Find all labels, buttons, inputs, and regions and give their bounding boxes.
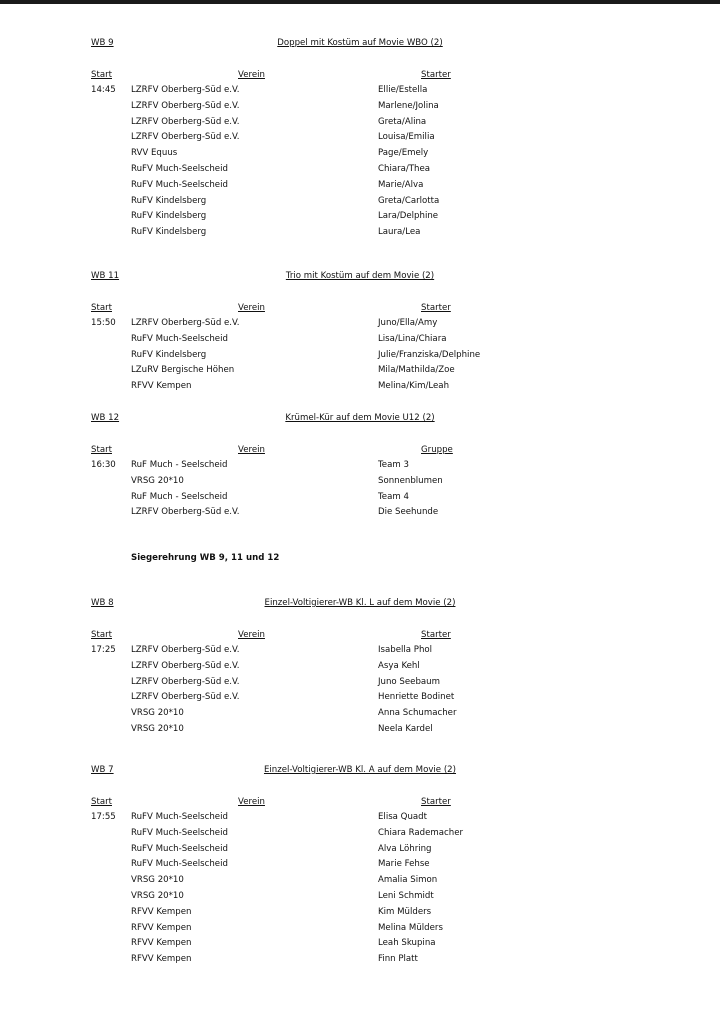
header-verein: Verein	[238, 303, 265, 313]
competition-title: Krümel-Kür auf dem Movie U12 (2)	[285, 413, 435, 423]
column-headers	[0, 796, 720, 809]
section-title-row	[0, 270, 720, 283]
table-row	[0, 209, 720, 224]
club-name: RuFV Kindelsberg	[131, 349, 207, 360]
table-row	[0, 115, 720, 130]
table-row	[0, 659, 720, 674]
table-row	[0, 178, 720, 193]
starter-names: Page/Emely	[378, 148, 429, 159]
table-row	[0, 146, 720, 161]
section-title-row	[0, 37, 720, 50]
header-starter: Starter	[421, 70, 451, 80]
section-title-row	[0, 764, 720, 777]
starter-names: Die Seehunde	[378, 507, 439, 518]
table-row	[0, 952, 720, 967]
competition-number: WB 9	[91, 38, 114, 48]
table-row	[0, 873, 720, 888]
table-row	[0, 83, 720, 98]
club-name: LZRFV Oberberg-Süd e.V.	[131, 100, 240, 111]
table-row	[0, 458, 720, 473]
starter-names: Marie Fehse	[378, 859, 430, 870]
header-starter: Starter	[421, 303, 451, 313]
club-name: LZRFV Oberberg-Süd e.V.	[131, 660, 240, 671]
starter-names: Leah Skupina	[378, 938, 436, 949]
table-row	[0, 936, 720, 951]
starter-names: Elisa Quadt	[378, 812, 427, 822]
club-name: VRSG 20*10	[131, 891, 184, 901]
starter-names: Team 3	[378, 460, 409, 470]
table-row	[0, 162, 720, 177]
table-row	[0, 490, 720, 505]
competition-title: Einzel-Voltigierer-WB Kl. A auf dem Movie (2)	[263, 765, 457, 775]
starter-names: Mila/Mathilda/Zoe	[378, 365, 455, 376]
club-name: RFVV Kempen	[131, 938, 192, 949]
club-name: LZRFV Oberberg-Süd e.V.	[131, 132, 240, 143]
table-row	[0, 505, 720, 520]
table-row	[0, 348, 720, 363]
award-ceremony-note: Siegerehrung WB 9, 11 und 12	[131, 553, 280, 563]
club-name: RuFV Much-Seelscheid	[131, 827, 228, 838]
start-time: 17:55	[91, 812, 116, 822]
competition-number: WB 12	[91, 413, 120, 423]
starter-names: Leni Schmidt	[378, 891, 434, 901]
header-start: Start	[91, 630, 112, 640]
header-verein: Verein	[238, 630, 265, 640]
club-name: LZRFV Oberberg-Süd e.V.	[131, 318, 240, 328]
table-row	[0, 332, 720, 347]
club-name: RuFV Kindelsberg	[131, 195, 207, 206]
competition-number: WB 7	[91, 765, 114, 775]
table-row	[0, 889, 720, 904]
starter-names: Team 4	[378, 491, 409, 502]
table-row	[0, 921, 720, 936]
table-row	[0, 379, 720, 394]
table-row	[0, 363, 720, 378]
club-name: VRSG 20*10	[131, 475, 184, 486]
club-name: LZRFV Oberberg-Süd e.V.	[131, 676, 240, 687]
table-row	[0, 842, 720, 857]
club-name: RFVV Kempen	[131, 922, 192, 933]
club-name: RFVV Kempen	[131, 381, 192, 392]
starter-names: Anna Schumacher	[378, 708, 457, 719]
starter-names: Lara/Delphine	[378, 211, 439, 222]
start-time: 14:45	[91, 85, 116, 95]
start-time: 15:50	[91, 318, 116, 328]
starter-names: Julie/Franziska/Delphine	[378, 349, 481, 360]
table-row	[0, 474, 720, 489]
starter-names: Marlene/Jolina	[378, 100, 439, 111]
header-verein: Verein	[238, 445, 265, 455]
club-name: RFVV Kempen	[131, 906, 192, 917]
club-name: VRSG 20*10	[131, 708, 184, 719]
table-row	[0, 690, 720, 705]
starter-names: Sonnenblumen	[378, 475, 443, 486]
club-name: RuFV Much-Seelscheid	[131, 843, 228, 854]
starter-names: Juno/Ella/Amy	[378, 318, 438, 328]
section-title-row	[0, 597, 720, 610]
header-verein: Verein	[238, 797, 265, 807]
club-name: LZRFV Oberberg-Süd e.V.	[131, 645, 240, 655]
starter-names: Marie/Alva	[378, 179, 424, 190]
table-row	[0, 130, 720, 145]
column-headers	[0, 302, 720, 315]
competition-number: WB 8	[91, 598, 114, 608]
table-row	[0, 905, 720, 920]
club-name: LZRFV Oberberg-Süd e.V.	[131, 116, 240, 127]
competition-title: Doppel mit Kostüm auf Movie WBO (2)	[277, 38, 443, 48]
starter-names: Greta/Carlotta	[378, 195, 440, 206]
club-name: RuFV Much-Seelscheid	[131, 333, 228, 344]
competition-title: Einzel-Voltigierer-WB Kl. L auf dem Movie (2)	[264, 598, 456, 608]
start-time: 17:25	[91, 645, 116, 655]
starter-names: Greta/Alina	[378, 116, 427, 127]
starter-names: Neela Kardel	[378, 724, 433, 734]
table-row	[0, 706, 720, 721]
starter-names: Henriette Bodinet	[378, 692, 455, 703]
table-row	[0, 225, 720, 240]
header-start: Start	[91, 303, 112, 313]
column-headers	[0, 444, 720, 457]
starter-names: Chiara/Thea	[378, 164, 431, 174]
starter-names: Laura/Lea	[378, 227, 421, 238]
starter-names: Chiara Rademacher	[378, 827, 464, 838]
starter-names: Isabella Phol	[378, 645, 433, 655]
club-name: LZRFV Oberberg-Süd e.V.	[131, 85, 240, 95]
table-row	[0, 810, 720, 825]
starter-names: Ellie/Estella	[378, 85, 428, 95]
club-name: RuFV Much-Seelscheid	[131, 164, 228, 174]
club-name: RuFV Much-Seelscheid	[131, 859, 228, 870]
club-name: RuF Much - Seelscheid	[131, 491, 228, 502]
club-name: RuF Much - Seelscheid	[131, 460, 228, 470]
starter-names: Lisa/Lina/Chiara	[378, 333, 447, 344]
start-time: 16:30	[91, 460, 116, 470]
header-start: Start	[91, 797, 112, 807]
table-row	[0, 99, 720, 114]
starter-names: Asya Kehl	[378, 660, 420, 671]
header-starter: Starter	[421, 630, 451, 640]
section-title-row	[0, 412, 720, 425]
club-name: RVV Equus	[131, 148, 178, 159]
competition-title: Trio mit Kostüm auf dem Movie (2)	[285, 271, 435, 281]
starter-names: Melina/Kim/Leah	[378, 381, 450, 392]
starter-names: Melina Mülders	[378, 922, 443, 933]
starter-names: Finn Platt	[378, 954, 418, 965]
table-row	[0, 857, 720, 872]
starter-names: Amalia Simon	[378, 875, 438, 886]
header-starter: Gruppe	[421, 445, 453, 455]
column-headers	[0, 629, 720, 642]
club-name: RuFV Kindelsberg	[131, 227, 207, 238]
club-name: RFVV Kempen	[131, 954, 192, 965]
header-start: Start	[91, 70, 112, 80]
table-row	[0, 722, 720, 737]
competition-number: WB 11	[91, 271, 120, 281]
club-name: LZuRV Bergische Höhen	[131, 365, 235, 376]
club-name: LZRFV Oberberg-Süd e.V.	[131, 507, 240, 518]
club-name: RuFV Much-Seelscheid	[131, 812, 228, 822]
club-name: VRSG 20*10	[131, 724, 184, 734]
column-headers	[0, 69, 720, 82]
table-row	[0, 675, 720, 690]
table-row	[0, 194, 720, 209]
club-name: VRSG 20*10	[131, 875, 184, 886]
club-name: LZRFV Oberberg-Süd e.V.	[131, 692, 240, 703]
club-name: RuFV Much-Seelscheid	[131, 179, 228, 190]
table-row	[0, 316, 720, 331]
starter-names: Kim Mülders	[378, 906, 432, 917]
table-row	[0, 826, 720, 841]
starter-names: Juno Seebaum	[378, 676, 440, 687]
table-row	[0, 643, 720, 658]
starter-names: Louisa/Emilia	[378, 132, 435, 143]
club-name: RuFV Kindelsberg	[131, 211, 207, 222]
header-verein: Verein	[238, 70, 265, 80]
header-start: Start	[91, 445, 112, 455]
starter-names: Alva Löhring	[378, 843, 432, 854]
header-starter: Starter	[421, 797, 451, 807]
